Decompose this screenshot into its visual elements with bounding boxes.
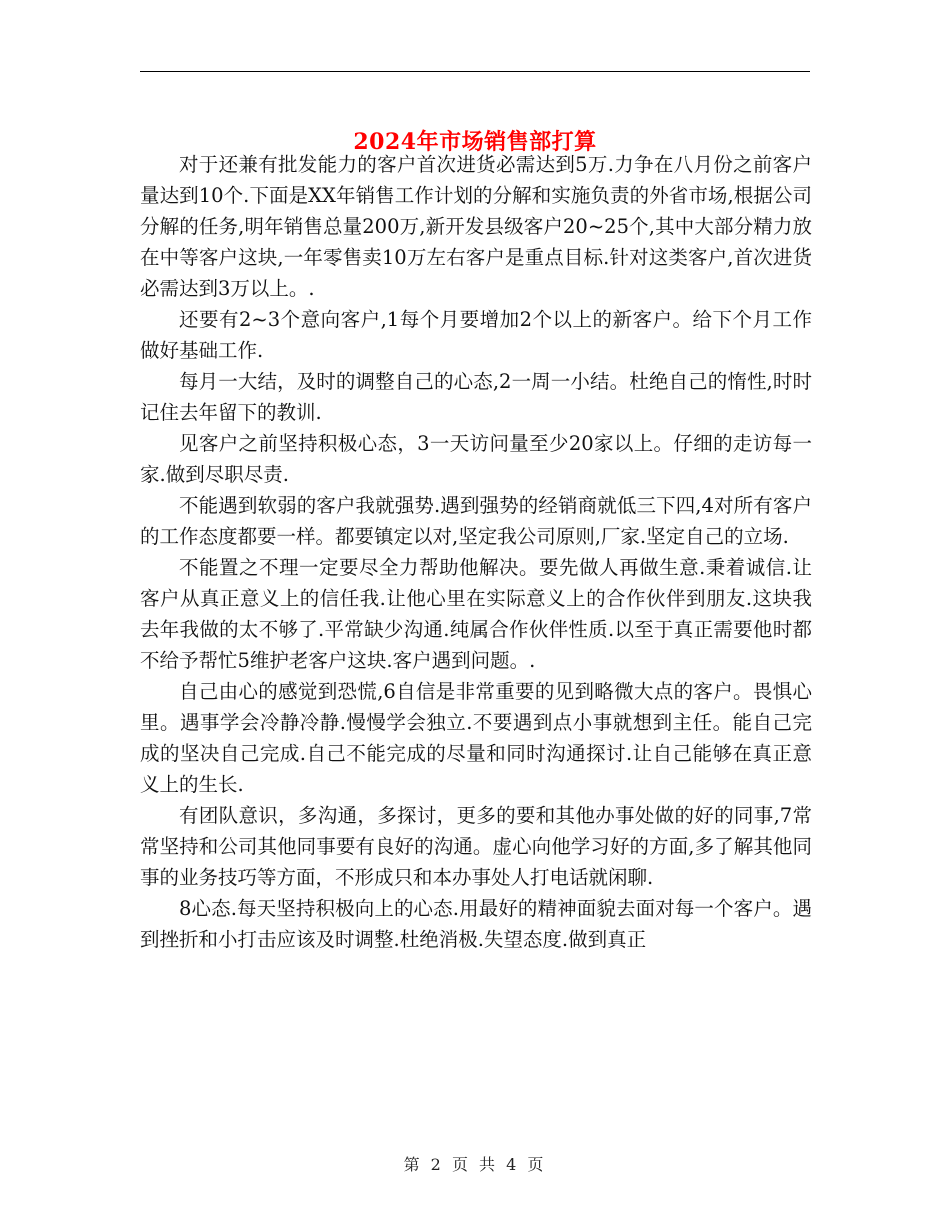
header-rule bbox=[140, 71, 810, 72]
document-body bbox=[140, 149, 812, 955]
document-title: 2024年市场销售部打算 bbox=[353, 128, 597, 155]
paragraph-8: 有团队意识，多沟通，多探讨，更多的要和其他办事处做的好的同事,7常常坚持和公司其他同事要有良好的沟通。虚心向他学习好的方面,多了解其他同事的业务技巧等方面，不形成只和本办事处人打电话就闲聊. bbox=[140, 804, 812, 889]
paragraph-9: 8心态.每天坚持积极向上的心态.用最好的精神面貌去面对每一个客户。遇到挫折和小打击应该及时调整.杜绝消极.失望态度.做到真正 bbox=[140, 897, 812, 951]
paragraph-2: 还要有2~3个意向客户,1每个月要增加2个以上的新客户。给下个月工作做好基础工作. bbox=[140, 308, 812, 362]
paragraph-1: 对于还兼有批发能力的客户首次进货必需达到5万.力争在八月份之前客户量达到10个.下面是XX年销售工作计划的分解和实施负责的外省市场,根据公司分解的任务,明年销售总量200万,新开发县级客户20~25个,其中大部分精力放在中等客户这块,一年零售卖10万左右客户是重点目标.针对这类客户,首次进货必需达到3万以上。. bbox=[140, 153, 812, 300]
paragraph-4: 见客户之前坚持积极心态，3一天访问量至少20家以上。仔细的走访每一家.做到尽职尽责. bbox=[140, 432, 812, 486]
page-number-footer: 第 2 页 共 4 页 bbox=[403, 1155, 547, 1174]
paragraph-7: 自己由心的感觉到恐慌,6自信是非常重要的见到略微大点的客户。畏惧心里。遇事学会冷静冷静.慢慢学会独立.不要遇到点小事就想到主任。能自己完成的坚决自己完成.自己不能完成的尽量和同时沟通探讨.让自己能够在真正意义上的生长. bbox=[140, 680, 812, 796]
paragraph-5: 不能遇到软弱的客户我就强势.遇到强势的经销商就低三下四,4对所有客户的工作态度都要一样。都要镇定以对,坚定我公司原则,厂家.坚定自己的立场. bbox=[140, 494, 812, 548]
paragraph-3: 每月一大结，及时的调整自己的心态,2一周一小结。杜绝自己的惰性,时时记住去年留下的教训. bbox=[140, 370, 812, 424]
paragraph-6: 不能置之不理一定要尽全力帮助他解决。要先做人再做生意.秉着诚信.让客户从真正意义上的信任我.让他心里在实际意义上的合作伙伴到朋友.这块我去年我做的太不够了.平常缺少沟通.纯属合作伙伴性质.以至于真正需要他时都不给予帮忙5维护老客户这块.客户遇到问题。. bbox=[140, 556, 812, 672]
